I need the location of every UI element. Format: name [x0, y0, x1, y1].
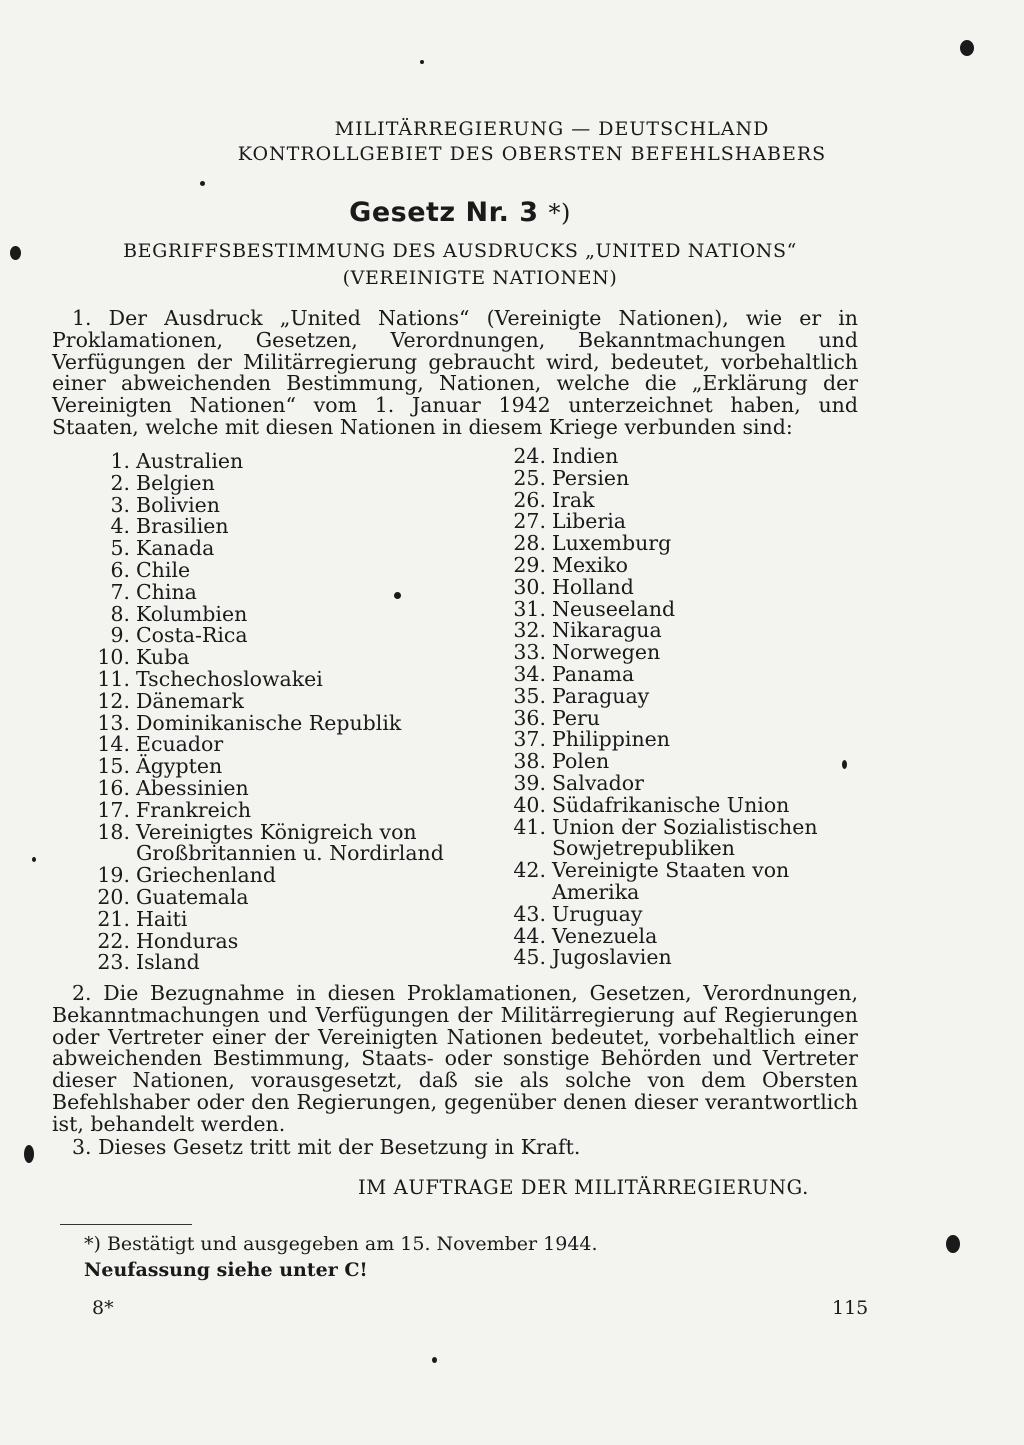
list-item: 28. Luxemburg	[513, 531, 672, 556]
list-item: 40. Südafrikanische Union	[513, 792, 790, 817]
list-item: 33. Norwegen	[513, 640, 661, 665]
nations-list-right	[512, 446, 818, 969]
law-title	[0, 197, 920, 228]
list-item: 27. Liberia	[513, 509, 627, 534]
list-item: 41. Union der Sozialistischen	[513, 814, 818, 839]
ink-speck	[842, 760, 847, 769]
ink-speck	[420, 60, 424, 64]
header-line-1: MILITÄRREGIERUNG — DEUTSCHLAND	[334, 118, 770, 140]
list-item: 19. Griechenland	[97, 863, 276, 888]
list-item: 36. Peru	[513, 705, 601, 730]
list-item: 29. Mexiko	[513, 552, 629, 577]
list-item: 37. Philippinen	[513, 727, 671, 752]
subtitle-line-2: (VEREINIGTE NATIONEN)	[342, 267, 618, 289]
paragraph-2: 2. Die Bezugnahme in diesen Proklamationen, Gesetzen, Verordnungen, Bekanntmachungen und Verfügungen der Militärregierung auf Regierungen oder Vertreter einer der Vereinigten Nationen bedeutet, vorbehaltlich einer abweichenden Bestimmung, Staats- oder sonstige Behörden und Vertreter dieser Nationen, vorausgesetzt, daß sie als solche von dem Obersten Befehlshaber oder den Regierungen, gegenüber denen dieser verantwortlich ist, behandelt werden.	[52, 981, 858, 1136]
list-item: 15. Ägypten	[97, 754, 223, 779]
list-item: 12. Dänemark	[97, 688, 244, 713]
list-item: 32. Nikaragua	[513, 618, 662, 643]
footnote: *) Bestätigt und ausgegeben am 15. November 1944.	[84, 1233, 598, 1255]
ink-speck	[946, 1235, 960, 1253]
paragraph-3: 3. Dieses Gesetz tritt mit der Besetzung in Kraft.	[72, 1135, 581, 1159]
ink-speck	[10, 246, 21, 260]
list-item: 5. Kanada	[110, 536, 215, 561]
list-item: 26. Irak	[513, 487, 595, 512]
list-item: 8. Kolumbien	[110, 601, 248, 626]
ink-speck	[432, 1357, 437, 1363]
list-item: 31. Neuseeland	[513, 596, 676, 621]
page-number: 115	[832, 1297, 869, 1319]
header-line-2: KONTROLLGEBIET DES OBERSTEN BEFEHLSHABERS	[237, 143, 827, 165]
list-item: 39. Salvador	[513, 770, 644, 795]
list-item: 44. Venezuela	[513, 923, 658, 948]
list-item-continuation: Großbritannien u. Nordirland	[136, 841, 444, 866]
list-item-continuation: Amerika	[552, 879, 640, 904]
title-footnote-mark: *)	[548, 199, 571, 227]
ink-speck	[24, 1145, 34, 1163]
list-item: 18. Vereinigtes Königreich von	[97, 819, 417, 844]
subtitle-line-1: BEGRIFFSBESTIMMUNG DES AUSDRUCKS „UNITED NATIONS“	[123, 240, 797, 262]
ink-speck	[960, 40, 974, 56]
list-item: 30. Holland	[513, 574, 634, 599]
list-item: 22. Honduras	[97, 928, 239, 953]
ink-speck	[200, 181, 205, 186]
list-item: 34. Panama	[513, 661, 635, 686]
list-item: 4. Brasilien	[110, 514, 229, 539]
list-item: 3. Bolivien	[110, 492, 220, 517]
footnote-divider	[60, 1224, 192, 1225]
list-item: 6. Chile	[110, 557, 191, 582]
law-title-text: Gesetz Nr. 3	[349, 197, 539, 228]
list-item: 38. Polen	[513, 749, 610, 774]
list-item: 17. Frankreich	[97, 797, 252, 822]
footnote-reference: Neufassung siehe unter C!	[84, 1259, 368, 1281]
list-item: 21. Haiti	[97, 906, 188, 931]
list-item: 23. Island	[97, 950, 200, 975]
list-item: 11. Tschechoslowakei	[97, 666, 323, 691]
list-item: 13. Dominikanische Republik	[97, 710, 402, 735]
list-item: 9. Costa-Rica	[110, 623, 248, 648]
signature-line: IM AUFTRAGE DER MILITÄRREGIERUNG.	[358, 1176, 809, 1199]
list-item: 2. Belgien	[110, 470, 215, 495]
ink-speck	[394, 592, 401, 599]
list-item: 1. Australien	[110, 449, 244, 473]
list-item: 14. Ecuador	[97, 732, 224, 757]
nations-list-left	[96, 451, 444, 974]
list-item: 16. Abessinien	[97, 775, 249, 800]
list-item: 43. Uruguay	[513, 901, 643, 926]
list-item: 42. Vereinigte Staaten von	[513, 858, 790, 883]
list-item: 45. Jugoslavien	[513, 945, 672, 970]
list-item: 10. Kuba	[97, 645, 190, 670]
list-item: 24. Indien	[513, 444, 619, 468]
paragraph-1: 1. Der Ausdruck „United Nations“ (Vereinigte Nationen), wie er in Proklamationen, Gesetzen, Verordnungen, Bekanntmachungen und Verfügungen der Militärregierung gebraucht wird, bedeutet, vorbehaltlich einer abweichenden Bestimmung, Nationen, welche die „Erklärung der Vereinigten Nationen“ vom 1. Januar 1942 unterzeichnet haben, und Staaten, welche mit diesen Nationen in diesem Kriege verbunden sind:	[52, 306, 858, 439]
list-item: 7. China	[110, 579, 197, 604]
list-item: 35. Paraguay	[513, 683, 650, 708]
list-item: 20. Guatemala	[97, 884, 249, 909]
list-item: 25. Persien	[513, 465, 630, 490]
list-item-continuation: Sowjetrepubliken	[552, 836, 735, 861]
ink-speck	[32, 857, 36, 862]
sheet-signature-mark: 8*	[92, 1297, 114, 1319]
